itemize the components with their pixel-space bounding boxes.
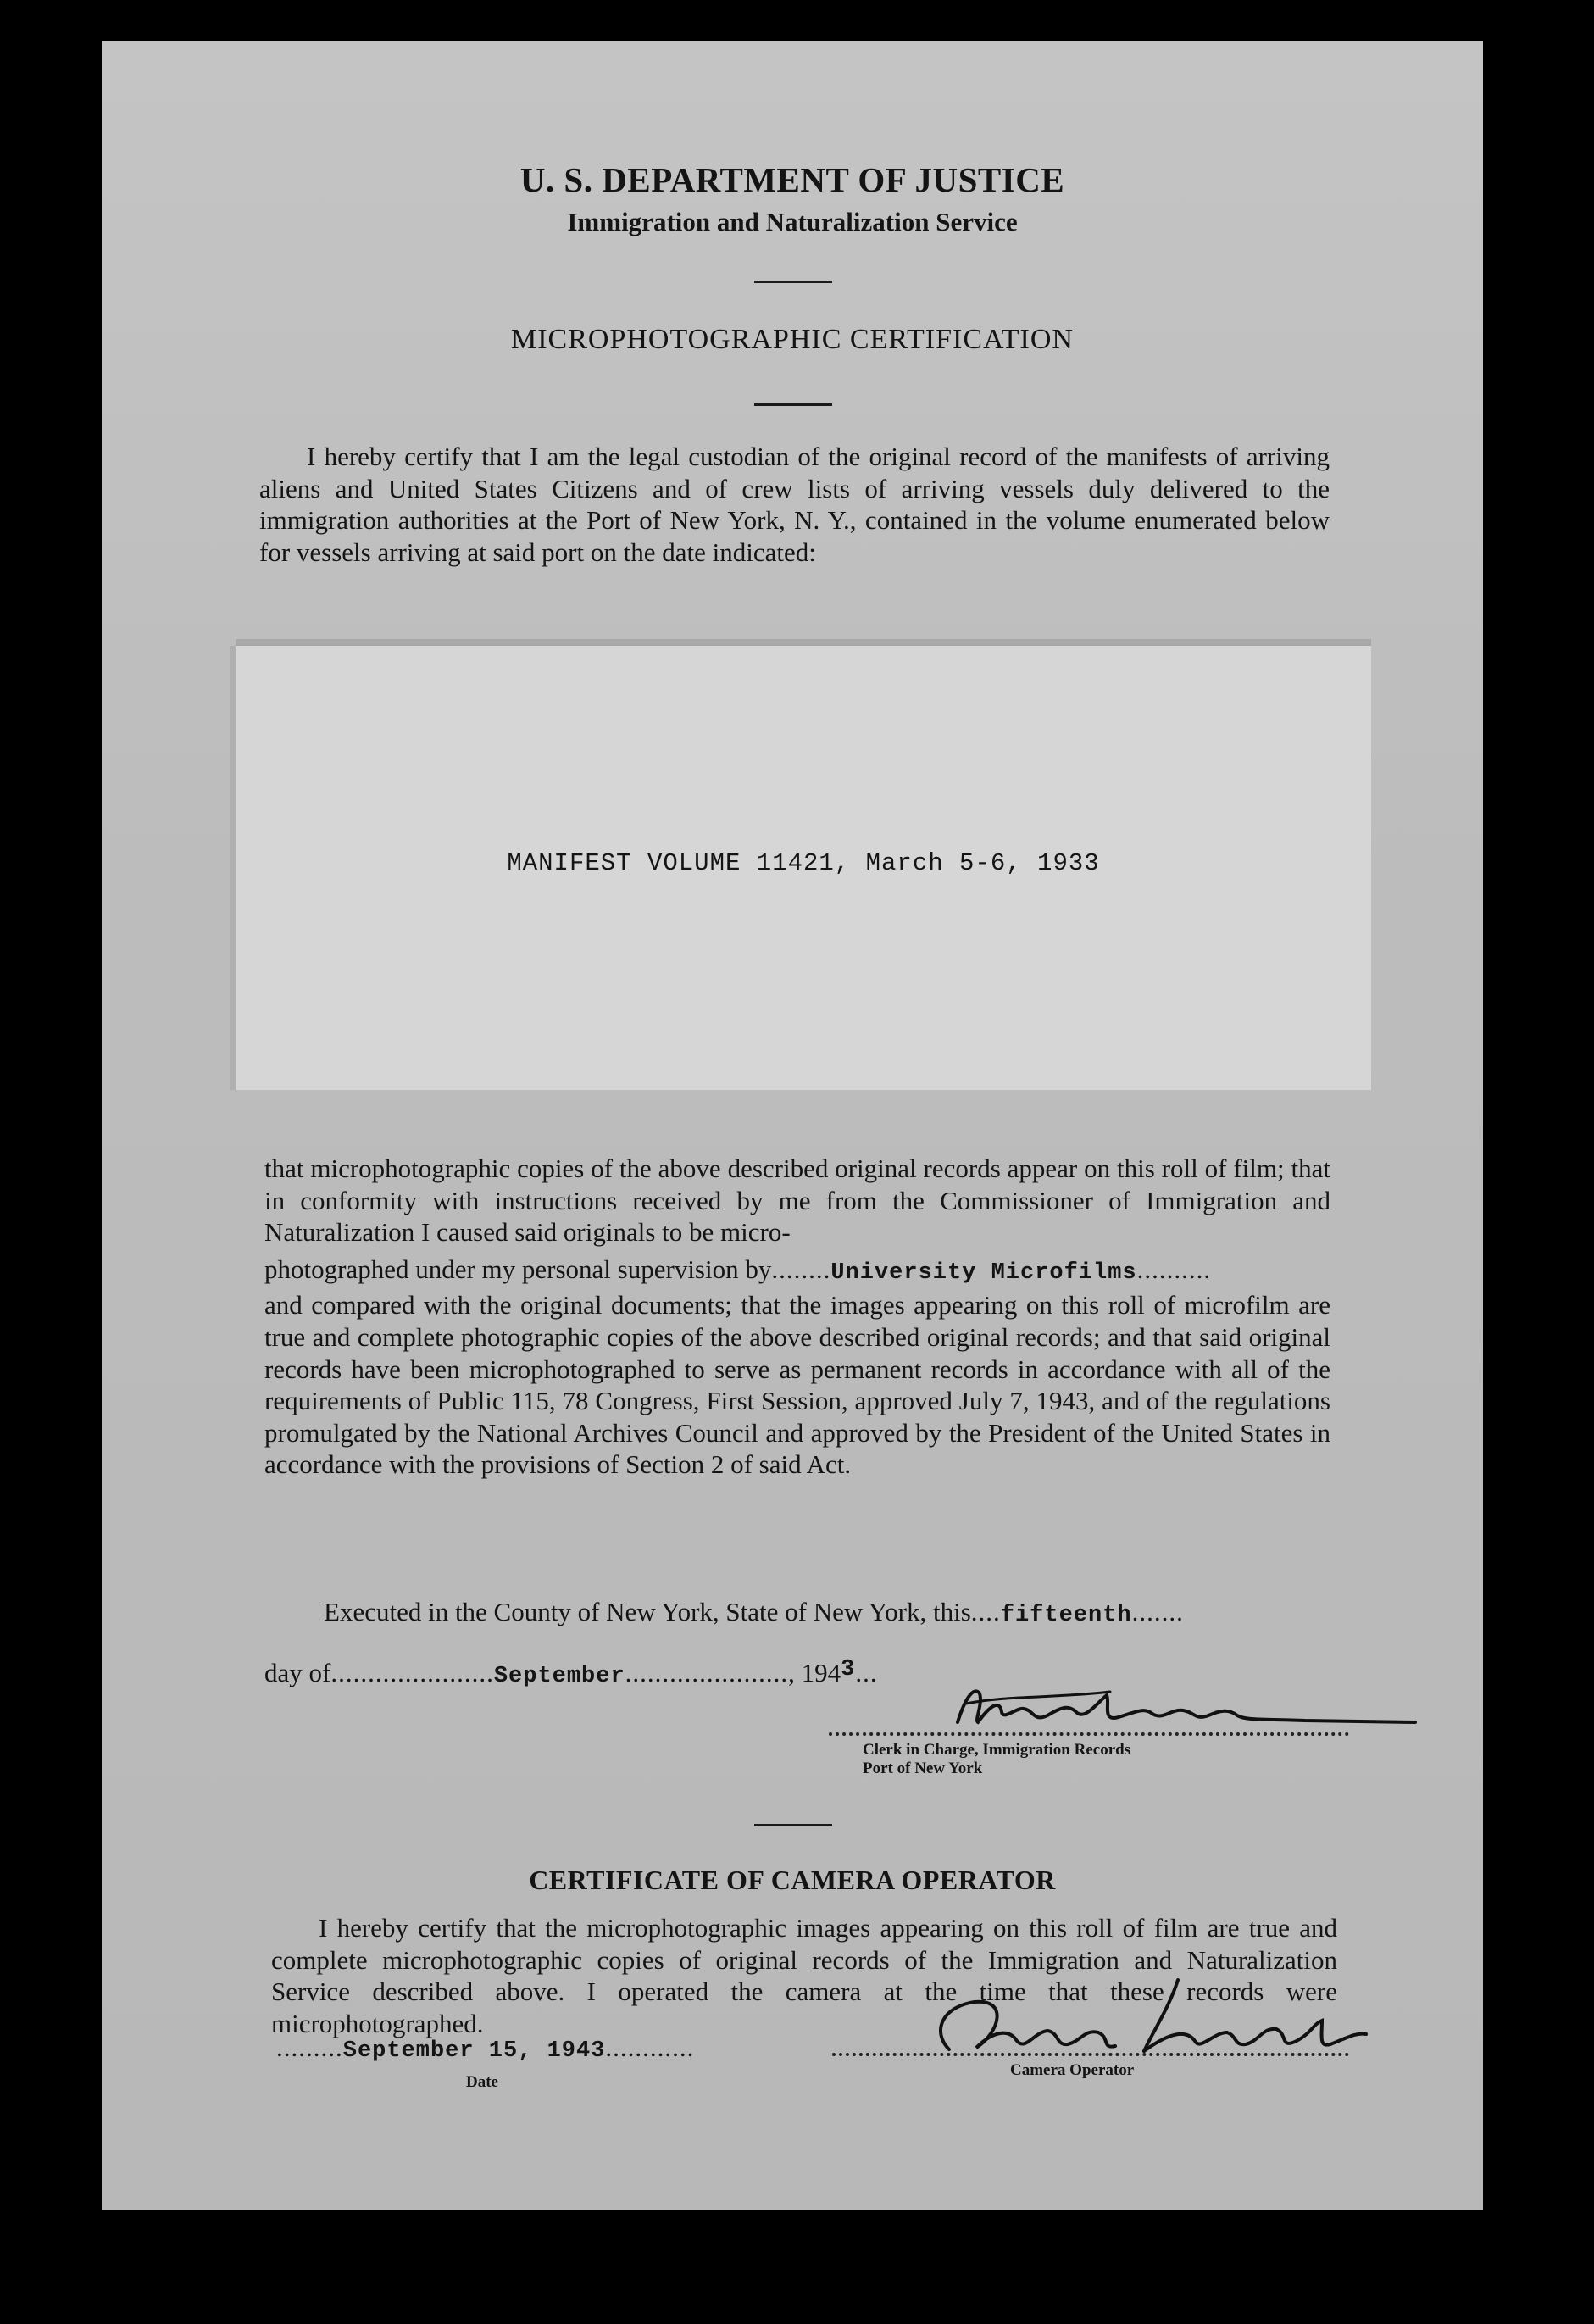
service-subtitle: Immigration and Naturalization Service xyxy=(567,207,1018,236)
clerk-signature-line xyxy=(829,1732,1349,1736)
date-line: day of......................September......................, 1943... xyxy=(264,1657,878,1689)
supervisor-name: University Microfilms xyxy=(830,1259,1137,1286)
clerk-title xyxy=(863,1741,1130,1778)
clerk-signature xyxy=(941,1670,1432,1737)
volume-card xyxy=(236,646,1371,1090)
execution-line: Executed in the County of New York, State of New York, this....fifteenth....... xyxy=(324,1597,1184,1628)
divider xyxy=(754,403,832,406)
supervision-prefix: photographed under my personal supervision by xyxy=(264,1254,772,1284)
certification-body xyxy=(264,1153,1330,1481)
department-title: U. S. DEPARTMENT OF JUSTICE xyxy=(519,160,1065,199)
camera-certificate-title: CERTIFICATE OF CAMERA OPERATOR xyxy=(529,1865,1056,1895)
camera-date-value: September 15, 1943 xyxy=(342,2038,606,2064)
day-of-label: day of xyxy=(264,1658,331,1687)
divider xyxy=(754,1824,832,1826)
year-digit: 3 xyxy=(841,1657,856,1682)
execution-prefix: Executed in the County of New York, State of New York, this xyxy=(324,1597,971,1626)
year-prefix: , 194 xyxy=(788,1658,841,1687)
manifest-volume-label: MANIFEST VOLUME 11421, March 5-6, 1933 xyxy=(507,849,1100,877)
body-part3: and compared with the original documents; that the images appearing on this roll of microfilm are true and complete photographic copies of the above described original records; and that said original records have been microphotographed to serve as permanent records in accordance with all of the requirements of Public 115, 78 Congress, First Session, approved July 7, 1943, and of the regulations promulgated by the National Archives Council and approved by the President of the United States in accordance with the provisions of Section 2 of said Act. xyxy=(264,1290,1330,1480)
clerk-title-line1: Clerk in Charge, Immigration Records xyxy=(863,1741,1131,1759)
supervision-line: photographed under my personal supervision by........University Microfilms.......... xyxy=(264,1254,1212,1286)
execution-day: fifteenth xyxy=(1000,1603,1132,1628)
clerk-title-line2: Port of New York xyxy=(863,1760,983,1777)
camera-text: I hereby certify that the microphotographic images appearing on this roll of film are true and complete microphotographic copies of original records of the Immigration and Naturalization Service described above. I operated the camera at the time that these records were microphotographed. xyxy=(271,1913,1337,2038)
body-part1: that microphotographic copies of the above described original records appear on this roll of film; that in conformity with instructions received by me from the Commissioner of Immigration and Naturalization I caused said originals to be micro- xyxy=(264,1154,1330,1248)
intro-text: I hereby certify that I am the legal custodian of the original record of the manifests of arriving aliens and United States Citizens and of crew lists of arriving vessels duly delivered to the immigration authorities at the Port of New York, N. Y., contained in the volume enumerated below for vessels arriving at said port on the date indicated: xyxy=(259,442,1330,567)
date-label: Date xyxy=(466,2073,498,2091)
camera-operator-label: Camera Operator xyxy=(1010,2061,1135,2079)
divider xyxy=(754,281,832,283)
camera-date-line: .........September 15, 1943............ xyxy=(276,2032,695,2064)
camera-operator-signature-line xyxy=(832,2053,1349,2056)
certification-intro xyxy=(259,441,1330,568)
certificate-sheet xyxy=(102,41,1483,2210)
execution-month: September xyxy=(493,1664,625,1689)
certification-title: MICROPHOTOGRAPHIC CERTIFICATION xyxy=(510,324,1074,355)
